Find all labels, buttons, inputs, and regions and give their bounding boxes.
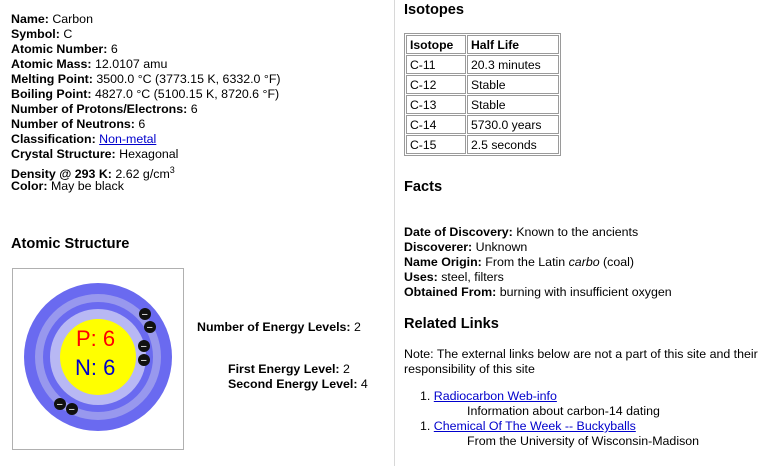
prop-value: Hexagonal: [119, 147, 179, 161]
prop-label: Classification:: [11, 132, 96, 146]
second-level-label: Second Energy Level:: [228, 377, 358, 391]
half-life-cell: 5730.0 years: [467, 115, 559, 134]
fact-label: Name Origin:: [404, 255, 482, 269]
second-level-value: 4: [360, 377, 368, 391]
list-number: 1.: [420, 389, 431, 403]
fact-value-emphasis: carbo: [568, 255, 600, 269]
isotope-cell: C-14: [406, 115, 466, 134]
prop-value: 12.0107 amu: [95, 57, 168, 71]
energy-levels-label: Number of Energy Levels:: [197, 320, 351, 334]
first-energy-level: [228, 362, 350, 377]
prop-label: Density @ 293 K:: [11, 167, 112, 182]
prop-atomic-mass: [11, 57, 167, 72]
atom-diagram: [12, 268, 184, 450]
fact-label: Discoverer:: [404, 240, 473, 254]
prop-value: 2.62 g/cm: [115, 167, 170, 182]
table-header-row: [406, 35, 559, 54]
half-life-cell: 20.3 minutes: [467, 55, 559, 74]
prop-value: Carbon: [52, 12, 93, 26]
fact-value: Known to the ancients: [516, 225, 639, 239]
table-row: [406, 115, 559, 134]
list-item-description: From the University of Wisconsin-Madison: [467, 434, 700, 448]
list-item: [420, 419, 636, 434]
prop-value: 4827.0 °C (5100.15 K, 8720.6 °F): [94, 87, 280, 101]
proton-label: P: 6: [76, 326, 116, 351]
list-item: [420, 389, 557, 404]
column-header-half-life: Half Life: [467, 35, 559, 54]
first-level-value: 2: [343, 362, 350, 376]
prop-label: Number of Protons/Electrons:: [11, 102, 188, 116]
prop-value: May be black: [50, 179, 124, 193]
prop-crystal-structure: [11, 147, 178, 162]
second-energy-level: [228, 377, 368, 392]
prop-neutrons: [11, 117, 145, 132]
prop-label: Color:: [11, 179, 48, 193]
fact-label: Date of Discovery:: [404, 225, 513, 239]
list-item-description: Information about carbon-14 dating: [467, 404, 660, 418]
isotopes-table: [404, 33, 561, 156]
fact-uses: [404, 270, 504, 285]
prop-label: Name:: [11, 12, 49, 26]
prop-protons-electrons: [11, 102, 198, 117]
prop-name: [11, 12, 93, 27]
prop-value: 6: [110, 42, 118, 56]
fact-value: burning with insufficient oxygen: [499, 285, 672, 299]
density-superscript: 3: [169, 165, 175, 175]
prop-value: 3500.0 °C (3773.15 K, 6332.0 °F): [96, 72, 281, 86]
buckyballs-link[interactable]: Chemical Of The Week -- Buckyballs: [433, 419, 636, 433]
electron-sign: −: [140, 355, 147, 367]
prop-atomic-number: [11, 42, 118, 57]
prop-melting-point: [11, 72, 281, 87]
fact-value: (coal): [599, 255, 635, 269]
prop-label: Boiling Point:: [11, 87, 92, 101]
bohr-model: [13, 269, 183, 449]
fact-discovery-date: [404, 225, 638, 240]
table-row: [406, 135, 559, 154]
first-level-label: First Energy Level:: [228, 362, 340, 376]
related-links-heading: Related Links: [404, 316, 499, 332]
isotope-cell: C-15: [406, 135, 466, 154]
isotope-cell: C-11: [406, 55, 466, 74]
prop-value: 6: [138, 117, 146, 131]
prop-boiling-point: [11, 87, 279, 102]
fact-obtained-from: [404, 285, 672, 300]
list-number: 1.: [420, 419, 431, 433]
prop-value: C: [63, 27, 73, 41]
table-row: [406, 95, 559, 114]
energy-levels: [197, 320, 361, 335]
prop-color: [11, 179, 124, 194]
related-links-note: Note: The external links below are not a part of this site and their responsibility of this site: [404, 347, 758, 376]
half-life-cell: Stable: [467, 95, 559, 114]
prop-value: 6: [190, 102, 198, 116]
fact-label: Obtained From:: [404, 285, 497, 299]
half-life-cell: 2.5 seconds: [467, 135, 559, 154]
prop-label: Symbol:: [11, 27, 60, 41]
prop-symbol: [11, 27, 72, 42]
facts-heading: Facts: [404, 179, 443, 195]
neutron-label: N: 6: [75, 355, 116, 380]
prop-label: Melting Point:: [11, 72, 93, 86]
fact-value: Unknown: [475, 240, 528, 254]
fact-discoverer: [404, 240, 527, 255]
classification-link[interactable]: Non-metal: [99, 132, 157, 146]
isotope-cell: C-12: [406, 75, 466, 94]
column-divider: [394, 0, 395, 466]
column-header-isotope: Isotope: [406, 35, 466, 54]
radiocarbon-link[interactable]: Radiocarbon Web-info: [433, 389, 557, 403]
prop-label: Atomic Number:: [11, 42, 108, 56]
fact-name-origin: [404, 255, 634, 270]
electron-sign: −: [68, 404, 75, 416]
electron-sign: −: [141, 309, 148, 321]
fact-value: From the Latin: [485, 255, 569, 269]
prop-label: Number of Neutrons:: [11, 117, 135, 131]
isotope-cell: C-13: [406, 95, 466, 114]
electron-sign: −: [140, 341, 147, 353]
electron-sign: −: [146, 322, 153, 334]
atomic-structure-heading: Atomic Structure: [11, 236, 130, 252]
prop-label: Crystal Structure:: [11, 147, 116, 161]
fact-value: steel, filters: [441, 270, 504, 284]
prop-classification: [11, 132, 156, 147]
fact-label: Uses:: [404, 270, 438, 284]
electron-sign: −: [56, 399, 63, 411]
prop-label: Atomic Mass:: [11, 57, 92, 71]
table-row: [406, 75, 559, 94]
energy-levels-value: 2: [354, 320, 361, 334]
isotopes-heading: Isotopes: [404, 2, 465, 18]
table-row: [406, 55, 559, 74]
half-life-cell: Stable: [467, 75, 559, 94]
